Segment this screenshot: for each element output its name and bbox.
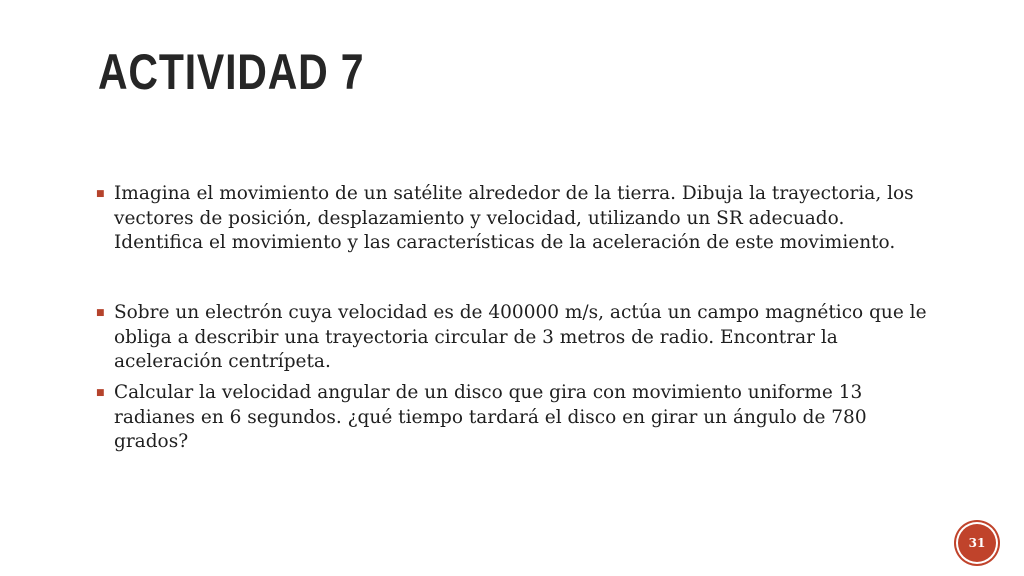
page-number-badge — [958, 524, 996, 562]
page-number: 31 — [968, 536, 986, 550]
list-item — [96, 381, 936, 455]
square-bullet-icon: ■ — [96, 189, 105, 199]
bullet-text: Sobre un electrón cuya velocidad es de 400000 m/s, actúa un campo magnético que le obliga a describir una trayectoria circular de 3 metros de radio. Encontrar la aceleración centrípeta. — [114, 302, 927, 372]
bullet-text: Calcular la velocidad angular de un disco que gira con movimiento uniforme 13 radianes en 6 segundos. ¿qué tiempo tardará el disco en girar un ángulo de 780 grados? — [114, 382, 867, 452]
bullet-text: Imagina el movimiento de un satélite alrededor de la tierra. Dibuja la trayectoria, los vectores de posición, desplazamiento y velocidad, utilizando un SR adecuado. Identifica el movimiento y las características de la aceleración de este movimiento. — [114, 183, 914, 253]
list-item — [96, 301, 936, 375]
square-bullet-icon: ■ — [96, 308, 105, 318]
square-bullet-icon: ■ — [96, 388, 105, 398]
list-item — [96, 182, 936, 256]
slide-title: ACTIVIDAD 7 — [98, 44, 365, 100]
